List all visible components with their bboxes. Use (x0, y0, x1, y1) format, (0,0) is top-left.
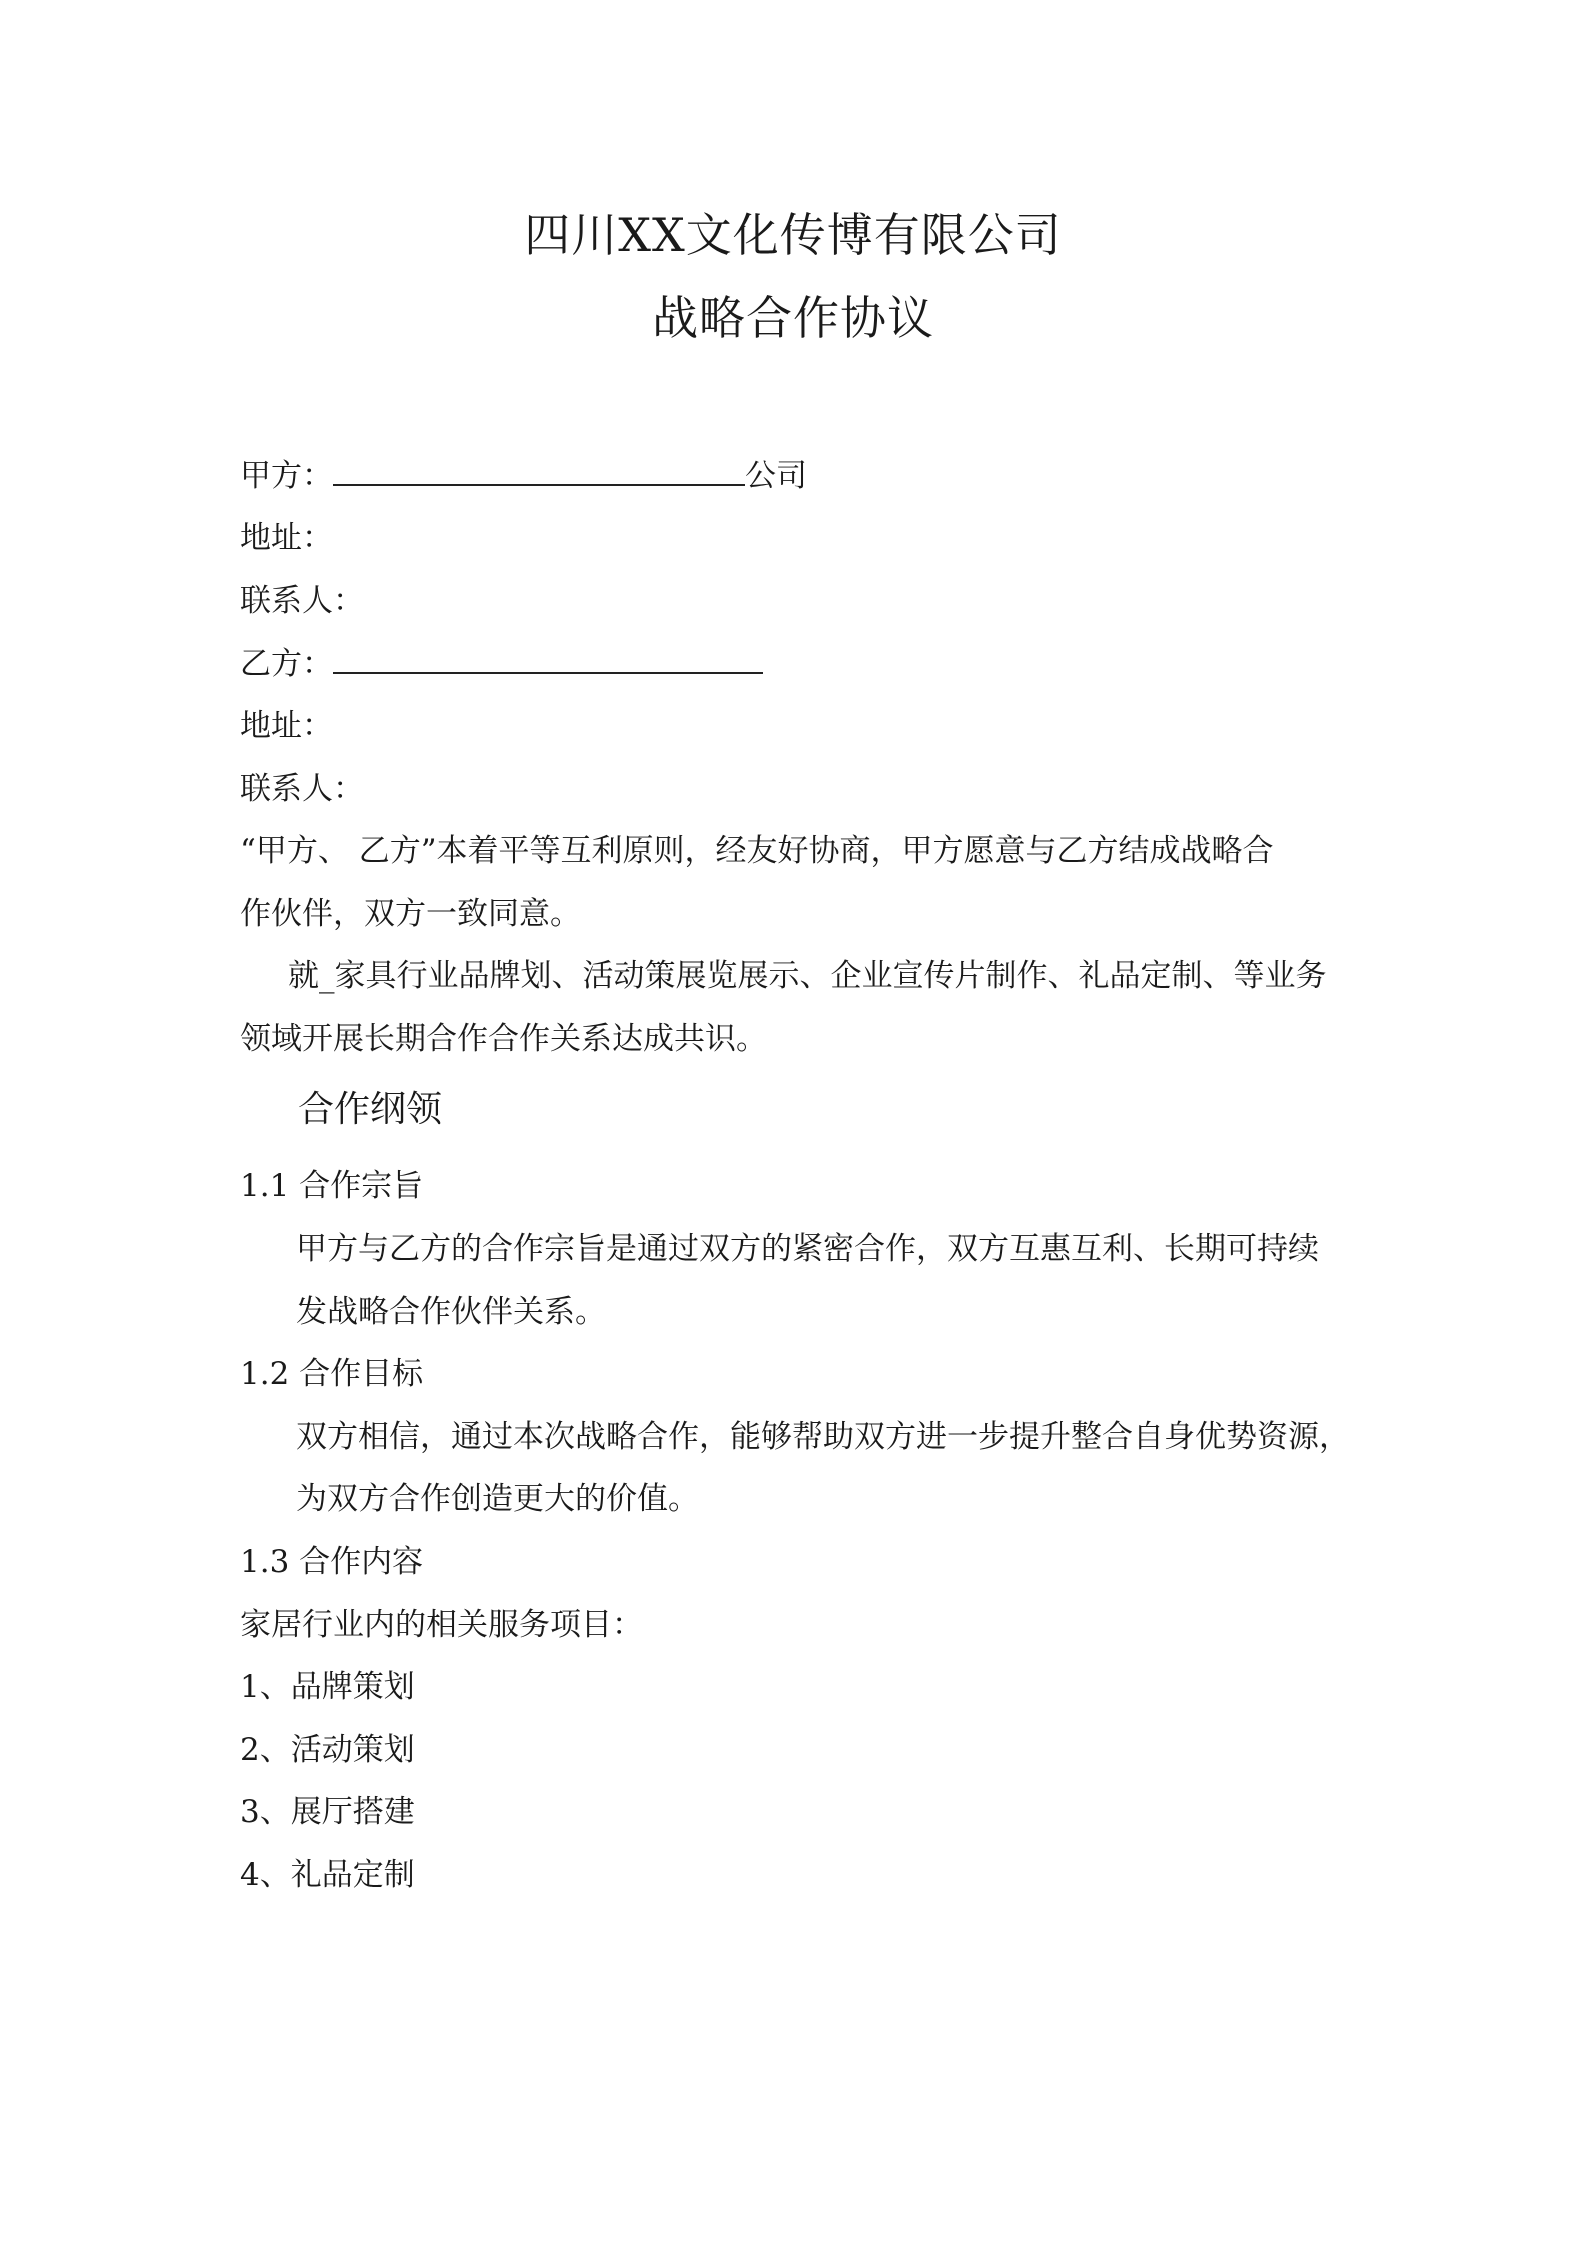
party-b-address: 地址： (240, 708, 333, 744)
agreement-title: 战略合作协议 (652, 291, 934, 345)
intro-line-3: 就_家具行业品牌划、活动策展览展示、企业宣传片制作、礼品定制、等业务 (288, 958, 1327, 994)
clause-1-line-1: 甲方与乙方的合作宗旨是通过双方的紧密合作，双方互惠互利、长期可持续 (296, 1231, 1319, 1267)
party-a-contact: 联系人： (240, 583, 364, 619)
intro-line-2: 作伙伴，双方一致同意。 (240, 896, 581, 932)
clause-3-line-1: 家居行业内的相关服务项目： (240, 1607, 643, 1643)
party-b-line (240, 642, 763, 686)
party-a-line (240, 454, 807, 498)
service-item-3: 3、展厅搭建 (240, 1794, 415, 1830)
clause-2-title: 1.2 合作目标 (240, 1356, 424, 1392)
party-a-blank (333, 454, 745, 486)
service-item-1: 1、品牌策划 (240, 1669, 415, 1705)
intro-line-4: 领域开展长期合作合作关系达成共识。 (240, 1021, 767, 1057)
party-b-label: 乙方： (240, 646, 333, 682)
clause-1-line-2: 发战略合作伙伴关系。 (296, 1294, 606, 1330)
party-a-suffix: 公司 (745, 458, 807, 494)
clause-2-line-2: 为双方合作创造更大的价值。 (296, 1481, 699, 1517)
intro-line-1: “甲方、 乙方”本着平等互利原则，经友好协商，甲方愿意与乙方结成战略合 (240, 833, 1274, 869)
party-b-blank (333, 642, 763, 674)
party-b-contact: 联系人： (240, 771, 364, 807)
clause-2-line-1: 双方相信，通过本次战略合作，能够帮助双方进一步提升整合自身优势资源， (296, 1419, 1350, 1455)
party-a-label: 甲方： (240, 458, 333, 494)
clause-1-title: 1.1 合作宗旨 (240, 1168, 424, 1204)
service-item-4: 4、礼品定制 (240, 1857, 415, 1893)
party-a-address: 地址： (240, 520, 333, 556)
company-title: 四川XX文化传博有限公司 (524, 208, 1062, 262)
section-heading: 合作纲领 (298, 1089, 443, 1130)
service-item-2: 2、活动策划 (240, 1732, 415, 1768)
clause-3-title: 1.3 合作内容 (240, 1544, 424, 1580)
